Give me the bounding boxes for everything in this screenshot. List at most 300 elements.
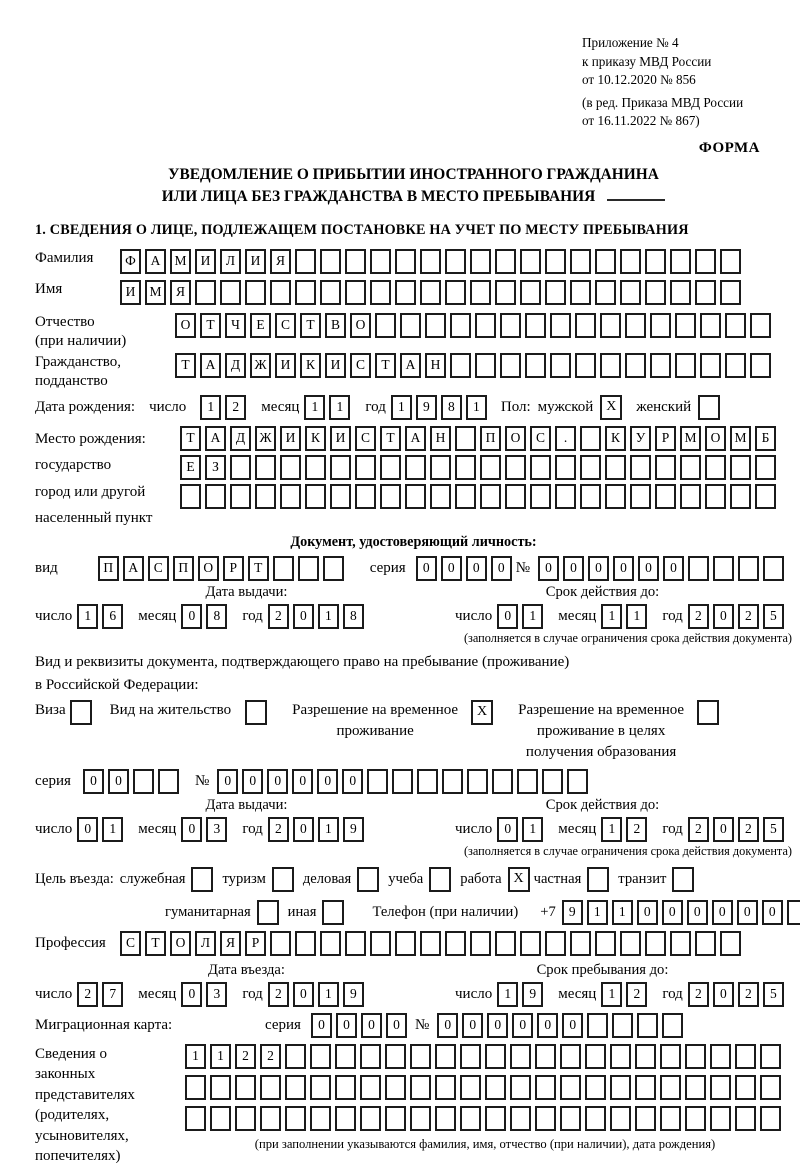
cell[interactable] (555, 484, 576, 509)
cell[interactable]: 2 (738, 817, 759, 842)
cell[interactable] (455, 484, 476, 509)
cell[interactable] (475, 353, 496, 378)
cell[interactable]: 0 (497, 604, 518, 629)
cell[interactable] (560, 1075, 581, 1100)
res-number-cells[interactable] (217, 769, 592, 794)
cell[interactable]: Я (220, 931, 241, 956)
cell[interactable] (285, 1075, 306, 1100)
cell[interactable]: 1 (210, 1044, 231, 1069)
cell[interactable]: 3 (206, 817, 227, 842)
cell[interactable]: 2 (688, 982, 709, 1007)
cell[interactable] (720, 249, 741, 274)
transit-checkbox[interactable] (672, 867, 694, 892)
cell[interactable]: 0 (512, 1013, 533, 1038)
cell[interactable] (500, 353, 521, 378)
cell[interactable] (688, 556, 709, 581)
cell[interactable] (380, 484, 401, 509)
cell[interactable] (335, 1044, 356, 1069)
cell[interactable]: 1 (587, 900, 608, 925)
cell[interactable] (535, 1106, 556, 1131)
cell[interactable]: К (300, 353, 321, 378)
cell[interactable]: Р (245, 931, 266, 956)
cell[interactable] (510, 1075, 531, 1100)
cell[interactable] (255, 484, 276, 509)
doc-series-cells[interactable] (416, 556, 516, 581)
cell[interactable] (435, 1044, 456, 1069)
cell[interactable] (435, 1075, 456, 1100)
business-checkbox[interactable] (357, 867, 379, 892)
cell[interactable]: 2 (268, 817, 289, 842)
cell[interactable] (685, 1106, 706, 1131)
cell[interactable]: 1 (601, 817, 622, 842)
birthplace-row3-cells[interactable] (180, 484, 780, 509)
cell[interactable] (375, 313, 396, 338)
cell[interactable]: 0 (83, 769, 104, 794)
cell[interactable]: 1 (329, 395, 350, 420)
cell[interactable] (520, 249, 541, 274)
cell[interactable]: М (170, 249, 191, 274)
cell[interactable]: 0 (462, 1013, 483, 1038)
cell[interactable]: О (198, 556, 219, 581)
mc-number-cells[interactable] (437, 1013, 687, 1038)
cell[interactable] (400, 313, 421, 338)
cell[interactable] (700, 353, 721, 378)
cell[interactable]: 0 (737, 900, 758, 925)
cell[interactable]: Т (175, 353, 196, 378)
cell[interactable] (467, 769, 488, 794)
cell[interactable]: 2 (738, 982, 759, 1007)
cell[interactable] (210, 1075, 231, 1100)
cell[interactable] (425, 313, 446, 338)
cell[interactable] (630, 484, 651, 509)
cell[interactable] (600, 313, 621, 338)
cell[interactable]: 0 (491, 556, 512, 581)
cell[interactable] (720, 931, 741, 956)
cell[interactable] (525, 353, 546, 378)
cell[interactable] (460, 1044, 481, 1069)
cell[interactable] (367, 769, 388, 794)
firstname-cells[interactable] (120, 280, 745, 305)
doc-number-cells[interactable] (538, 556, 788, 581)
cell[interactable] (625, 353, 646, 378)
cell[interactable] (713, 556, 734, 581)
cell[interactable] (680, 455, 701, 480)
cell[interactable] (230, 484, 251, 509)
cell[interactable] (655, 484, 676, 509)
cell[interactable] (245, 280, 266, 305)
stay-day-cells[interactable] (497, 982, 547, 1007)
cell[interactable] (530, 484, 551, 509)
cell[interactable] (500, 313, 521, 338)
cell[interactable]: 0 (361, 1013, 382, 1038)
cell[interactable] (585, 1075, 606, 1100)
expiry-day-cells[interactable] (497, 604, 547, 629)
cell[interactable]: 1 (185, 1044, 206, 1069)
cell[interactable]: 9 (562, 900, 583, 925)
stay-month-cells[interactable] (601, 982, 651, 1007)
cell[interactable]: 8 (343, 604, 364, 629)
cell[interactable] (185, 1106, 206, 1131)
cell[interactable]: 0 (588, 556, 609, 581)
cell[interactable] (585, 1044, 606, 1069)
cell[interactable]: 2 (626, 817, 647, 842)
cell[interactable] (545, 249, 566, 274)
cell[interactable]: 1 (497, 982, 518, 1007)
cell[interactable]: 0 (637, 900, 658, 925)
cell[interactable]: П (480, 426, 501, 451)
surname-cells[interactable] (120, 249, 745, 274)
cell[interactable] (195, 280, 216, 305)
cell[interactable] (600, 353, 621, 378)
cell[interactable] (505, 455, 526, 480)
cell[interactable] (635, 1106, 656, 1131)
cell[interactable]: 0 (317, 769, 338, 794)
cell[interactable]: 1 (318, 982, 339, 1007)
cell[interactable] (710, 1044, 731, 1069)
cell[interactable] (510, 1106, 531, 1131)
cell[interactable] (298, 556, 319, 581)
cell[interactable]: Т (300, 313, 321, 338)
cell[interactable] (480, 484, 501, 509)
cell[interactable]: 1 (522, 604, 543, 629)
doc-kind-cells[interactable] (98, 556, 348, 581)
cell[interactable] (460, 1075, 481, 1100)
profession-cells[interactable] (120, 931, 745, 956)
cell[interactable] (360, 1044, 381, 1069)
female-checkbox[interactable] (698, 395, 720, 420)
cell[interactable]: Т (145, 931, 166, 956)
cell[interactable]: О (350, 313, 371, 338)
cell[interactable]: 1 (304, 395, 325, 420)
cell[interactable] (420, 931, 441, 956)
cell[interactable] (235, 1075, 256, 1100)
cell[interactable]: 0 (497, 817, 518, 842)
cell[interactable] (295, 931, 316, 956)
cell[interactable]: 0 (713, 604, 734, 629)
cell[interactable]: Д (225, 353, 246, 378)
cell[interactable]: . (555, 426, 576, 451)
cell[interactable]: Н (430, 426, 451, 451)
cell[interactable] (410, 1075, 431, 1100)
cell[interactable] (645, 931, 666, 956)
cell[interactable]: У (630, 426, 651, 451)
cell[interactable] (660, 1075, 681, 1100)
cell[interactable] (280, 484, 301, 509)
cell[interactable] (395, 280, 416, 305)
cell[interactable] (330, 484, 351, 509)
cell[interactable]: 2 (77, 982, 98, 1007)
cell[interactable] (620, 280, 641, 305)
cell[interactable] (323, 556, 344, 581)
cell[interactable] (650, 313, 671, 338)
cell[interactable]: Т (248, 556, 269, 581)
cell[interactable] (520, 931, 541, 956)
cell[interactable]: С (120, 931, 141, 956)
cell[interactable]: Е (250, 313, 271, 338)
cell[interactable]: 2 (738, 604, 759, 629)
cell[interactable] (725, 313, 746, 338)
tourism-checkbox[interactable] (272, 867, 294, 892)
cell[interactable]: 0 (293, 982, 314, 1007)
cell[interactable]: И (275, 353, 296, 378)
stay-year-cells[interactable] (688, 982, 788, 1007)
temp-permit-checkbox[interactable]: X (471, 700, 493, 725)
cell[interactable] (417, 769, 438, 794)
cell[interactable]: Т (200, 313, 221, 338)
cell[interactable] (675, 313, 696, 338)
cell[interactable] (695, 931, 716, 956)
cell[interactable] (260, 1075, 281, 1100)
cell[interactable] (280, 455, 301, 480)
cell[interactable] (370, 931, 391, 956)
cell[interactable] (655, 455, 676, 480)
cell[interactable] (470, 931, 491, 956)
cell[interactable]: П (98, 556, 119, 581)
cell[interactable] (660, 1106, 681, 1131)
cell[interactable]: С (275, 313, 296, 338)
cell[interactable] (735, 1044, 756, 1069)
cell[interactable] (730, 455, 751, 480)
cell[interactable] (612, 1013, 633, 1038)
cell[interactable] (637, 1013, 658, 1038)
cell[interactable] (625, 313, 646, 338)
cell[interactable] (273, 556, 294, 581)
cell[interactable]: Р (655, 426, 676, 451)
cell[interactable] (385, 1044, 406, 1069)
cell[interactable] (320, 280, 341, 305)
cell[interactable]: М (145, 280, 166, 305)
cell[interactable] (755, 484, 776, 509)
cell[interactable] (360, 1075, 381, 1100)
cell[interactable] (560, 1044, 581, 1069)
edu-permit-checkbox[interactable] (697, 700, 719, 725)
res-expiry-month-cells[interactable] (601, 817, 651, 842)
cell[interactable]: 0 (77, 817, 98, 842)
cell[interactable] (620, 249, 641, 274)
cell[interactable] (360, 1106, 381, 1131)
cell[interactable] (320, 249, 341, 274)
cell[interactable]: А (400, 353, 421, 378)
cell[interactable] (585, 1106, 606, 1131)
issue-year-cells[interactable] (268, 604, 368, 629)
cell[interactable]: 0 (538, 556, 559, 581)
patronymic-cells[interactable] (175, 313, 775, 338)
cell[interactable] (760, 1044, 781, 1069)
cell[interactable] (210, 1106, 231, 1131)
cell[interactable]: А (205, 426, 226, 451)
cell[interactable] (635, 1044, 656, 1069)
cell[interactable] (392, 769, 413, 794)
cell[interactable]: О (175, 313, 196, 338)
cell[interactable]: Т (380, 426, 401, 451)
cell[interactable]: 0 (712, 900, 733, 925)
cell[interactable]: А (200, 353, 221, 378)
representatives-row1-cells[interactable] (185, 1044, 785, 1069)
cell[interactable] (787, 900, 800, 925)
cell[interactable]: 5 (763, 817, 784, 842)
expiry-year-cells[interactable] (688, 604, 788, 629)
cell[interactable] (470, 280, 491, 305)
cell[interactable] (133, 769, 154, 794)
cell[interactable] (405, 455, 426, 480)
study-checkbox[interactable] (429, 867, 451, 892)
cell[interactable] (662, 1013, 683, 1038)
cell[interactable]: 0 (713, 982, 734, 1007)
cell[interactable] (542, 769, 563, 794)
cell[interactable] (580, 484, 601, 509)
cell[interactable] (380, 455, 401, 480)
cell[interactable]: Ч (225, 313, 246, 338)
issue-month-cells[interactable] (181, 604, 231, 629)
cell[interactable] (185, 1075, 206, 1100)
cell[interactable] (492, 769, 513, 794)
cell[interactable]: К (605, 426, 626, 451)
birthplace-row2-cells[interactable] (180, 455, 780, 480)
cell[interactable]: И (195, 249, 216, 274)
cell[interactable] (345, 931, 366, 956)
cell[interactable]: М (730, 426, 751, 451)
cell[interactable]: 1 (626, 604, 647, 629)
cell[interactable]: 2 (260, 1044, 281, 1069)
cell[interactable] (420, 280, 441, 305)
cell[interactable]: 1 (318, 604, 339, 629)
cell[interactable]: 2 (626, 982, 647, 1007)
cell[interactable] (730, 484, 751, 509)
cell[interactable]: Р (223, 556, 244, 581)
cell[interactable]: О (170, 931, 191, 956)
cell[interactable] (295, 280, 316, 305)
cell[interactable] (445, 280, 466, 305)
cell[interactable] (517, 769, 538, 794)
res-issue-month-cells[interactable] (181, 817, 231, 842)
cell[interactable] (545, 931, 566, 956)
cell[interactable]: 5 (763, 982, 784, 1007)
private-checkbox[interactable] (587, 867, 609, 892)
cell[interactable] (485, 1044, 506, 1069)
cell[interactable]: 1 (522, 817, 543, 842)
cell[interactable] (370, 249, 391, 274)
cell[interactable] (435, 1106, 456, 1131)
cell[interactable] (760, 1075, 781, 1100)
cell[interactable] (710, 1106, 731, 1131)
cell[interactable]: 9 (343, 817, 364, 842)
cell[interactable]: Л (220, 249, 241, 274)
cell[interactable] (580, 426, 601, 451)
entry-day-cells[interactable] (77, 982, 127, 1007)
cell[interactable] (705, 455, 726, 480)
cell[interactable] (385, 1075, 406, 1100)
cell[interactable]: 0 (242, 769, 263, 794)
cell[interactable] (495, 931, 516, 956)
cell[interactable]: 0 (762, 900, 783, 925)
cell[interactable] (595, 931, 616, 956)
cell[interactable] (630, 455, 651, 480)
entry-year-cells[interactable] (268, 982, 368, 1007)
cell[interactable] (685, 1075, 706, 1100)
cell[interactable] (410, 1044, 431, 1069)
cell[interactable] (635, 1075, 656, 1100)
cell[interactable]: 2 (268, 982, 289, 1007)
cell[interactable] (235, 1106, 256, 1131)
mc-series-cells[interactable] (311, 1013, 411, 1038)
cell[interactable] (535, 1044, 556, 1069)
cell[interactable] (570, 249, 591, 274)
birthplace-row1-cells[interactable] (180, 426, 780, 451)
representatives-row2-cells[interactable] (185, 1075, 785, 1100)
cell[interactable]: С (530, 426, 551, 451)
cell[interactable]: 0 (687, 900, 708, 925)
cell[interactable] (460, 1106, 481, 1131)
cell[interactable]: 0 (563, 556, 584, 581)
cell[interactable] (675, 353, 696, 378)
cell[interactable] (550, 353, 571, 378)
cell[interactable]: 0 (181, 817, 202, 842)
cell[interactable]: В (325, 313, 346, 338)
cell[interactable] (505, 484, 526, 509)
cell[interactable] (550, 313, 571, 338)
cell[interactable] (760, 1106, 781, 1131)
cell[interactable]: И (325, 353, 346, 378)
cell[interactable] (535, 1075, 556, 1100)
cell[interactable] (310, 1106, 331, 1131)
cell[interactable]: 0 (437, 1013, 458, 1038)
cell[interactable]: 1 (77, 604, 98, 629)
cell[interactable] (305, 484, 326, 509)
cell[interactable]: 0 (638, 556, 659, 581)
cell[interactable]: 1 (391, 395, 412, 420)
cell[interactable] (455, 455, 476, 480)
cell[interactable] (405, 484, 426, 509)
cell[interactable]: 2 (688, 817, 709, 842)
cell[interactable] (695, 280, 716, 305)
cell[interactable] (430, 455, 451, 480)
cell[interactable] (660, 1044, 681, 1069)
cell[interactable] (570, 280, 591, 305)
birthdate-day-cells[interactable] (200, 395, 250, 420)
cell[interactable] (230, 455, 251, 480)
cell[interactable]: 0 (487, 1013, 508, 1038)
cell[interactable]: 2 (235, 1044, 256, 1069)
cell[interactable] (445, 931, 466, 956)
cell[interactable]: 2 (225, 395, 246, 420)
cell[interactable]: 1 (102, 817, 123, 842)
cell[interactable]: 2 (268, 604, 289, 629)
cell[interactable] (305, 455, 326, 480)
cell[interactable]: Е (180, 455, 201, 480)
cell[interactable] (520, 280, 541, 305)
male-checkbox[interactable]: X (600, 395, 622, 420)
cell[interactable] (525, 313, 546, 338)
cell[interactable] (610, 1044, 631, 1069)
cell[interactable] (530, 455, 551, 480)
cell[interactable]: Ф (120, 249, 141, 274)
official-checkbox[interactable] (191, 867, 213, 892)
cell[interactable]: 1 (612, 900, 633, 925)
cell[interactable] (575, 313, 596, 338)
cell[interactable]: 0 (293, 817, 314, 842)
cell[interactable] (285, 1106, 306, 1131)
cell[interactable] (395, 931, 416, 956)
cell[interactable] (470, 249, 491, 274)
cell[interactable]: К (305, 426, 326, 451)
cell[interactable]: М (680, 426, 701, 451)
cell[interactable]: 8 (441, 395, 462, 420)
cell[interactable] (442, 769, 463, 794)
cell[interactable] (700, 313, 721, 338)
cell[interactable] (355, 484, 376, 509)
cell[interactable] (545, 280, 566, 305)
cell[interactable] (420, 249, 441, 274)
